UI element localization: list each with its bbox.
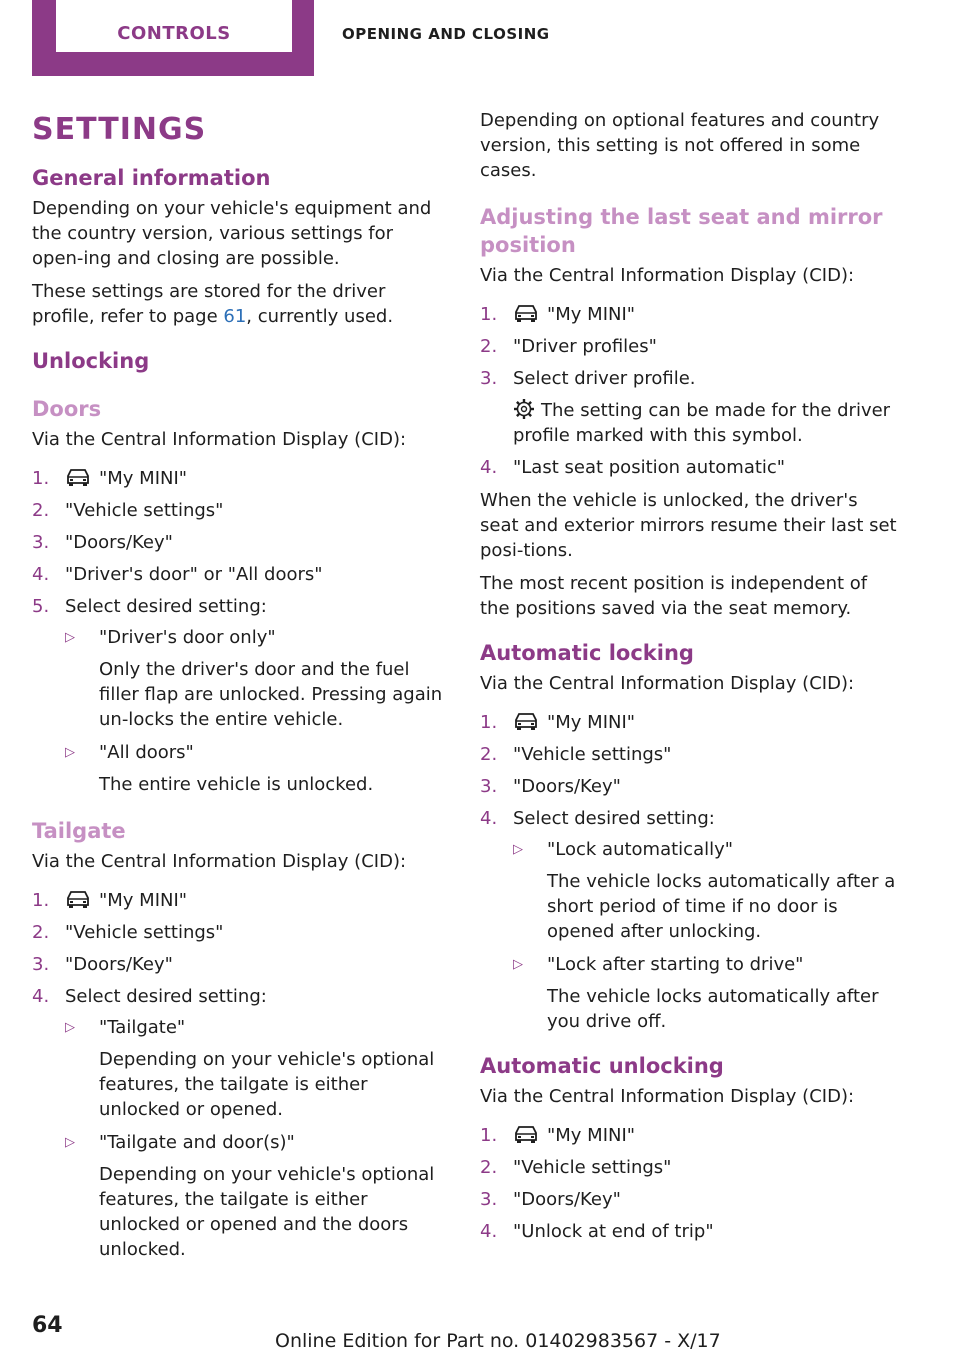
tailgate-options xyxy=(65,1015,447,1262)
list-item: 3. "Doors/Key" xyxy=(480,1189,621,1210)
car-icon xyxy=(513,1125,539,1143)
auto-unlock-heading: Automatic unlocking xyxy=(480,1054,724,1078)
list-item: 4. Select desired setting: ▷ "Lock automatically" The vehicle locks automatically after a short period of time if no door is opened after unlocking. ▷ "Lock after starting to drive" The vehicle locks automatically after you drive off. xyxy=(480,806,900,1034)
profile-note: The setting can be made for the driver profile marked with this symbol. xyxy=(513,400,891,446)
tailgate-intro: Via the Central Information Display (CID): xyxy=(32,851,407,872)
page-number: 64 xyxy=(32,1313,63,1338)
auto-lock-steps xyxy=(480,710,900,1034)
triangle-bullet-icon: ▷ xyxy=(513,842,523,857)
general-info-text: Depending on your vehicle's equipment and the country version, various settings for open‐ing and closing are possible. xyxy=(32,198,432,269)
auto-lock-options xyxy=(513,837,900,1034)
tailgate-steps xyxy=(32,888,447,1262)
auto-unlock-intro: Via the Central Information Display (CID): xyxy=(480,1086,855,1107)
list-item: 3. Select driver profile. The setting can be made for the driver profile marked with this symbol. xyxy=(480,366,900,448)
list-item: 2. "Vehicle settings" xyxy=(32,500,224,521)
list-item: 2. "Vehicle settings" xyxy=(32,922,224,943)
list-item: 5. Select desired setting: ▷ "Driver's door only" Only the driver's door and the fuel filler flap are unlocked. Pressing again un‐locks the entire vehicle. ▷ "All doors" The entire vehicle is unlocked. xyxy=(32,594,447,797)
tab-controls xyxy=(32,0,314,76)
list-item: 4. "Last seat position automatic" xyxy=(480,457,786,478)
car-icon xyxy=(65,468,91,486)
list-item: 1. "My MINI" xyxy=(32,890,188,911)
auto-lock-intro: Via the Central Information Display (CID): xyxy=(480,673,855,694)
triangle-bullet-icon: ▷ xyxy=(65,1135,75,1150)
list-item: 1. "My MINI" xyxy=(480,304,636,325)
list-item: 2. "Driver profiles" xyxy=(480,336,657,357)
right-intro: Depending on optional features and country version, this setting is not offered in some cases. xyxy=(480,110,880,181)
general-info-heading: General information xyxy=(32,166,271,190)
triangle-bullet-icon: ▷ xyxy=(65,630,75,645)
profile-text: These settings are stored for the driver profile, refer to page 61, currently used. xyxy=(32,281,394,327)
triangle-bullet-icon: ▷ xyxy=(513,957,523,972)
list-item: 1. "My MINI" xyxy=(480,1125,636,1146)
list-item: 1. "My MINI" xyxy=(480,712,636,733)
list-item: 1. "My MINI" xyxy=(32,468,188,489)
list-item: 2. "Vehicle settings" xyxy=(480,744,672,765)
page-link[interactable]: 61 xyxy=(223,306,247,327)
doors-options xyxy=(65,625,447,797)
last-seat-text-1: When the vehicle is unlocked, the driver's seat and exterior mirrors resume their last set posi‐tions. xyxy=(480,490,897,561)
car-icon xyxy=(513,712,539,730)
list-item: 3. "Doors/Key" xyxy=(480,776,621,797)
footer-edition: Online Edition for Part no. 01402983567 - X/17 xyxy=(275,1330,721,1352)
triangle-bullet-icon: ▷ xyxy=(65,1020,75,1035)
option-item: ▷ "All doors" The entire vehicle is unlocked. xyxy=(65,742,374,795)
doors-heading: Doors xyxy=(32,397,102,421)
option-item: ▷ "Driver's door only" Only the driver's door and the fuel filler flap are unlocked. Pressing again un‐locks the entire vehicle. xyxy=(65,627,443,730)
gear-icon xyxy=(513,398,535,420)
list-item: 3. "Doors/Key" xyxy=(32,954,173,975)
last-seat-steps xyxy=(480,302,900,480)
option-item: ▷ "Tailgate and door(s)" Depending on your vehicle's optional features, the tailgate is either unlocked or opened and the doors unlocked. xyxy=(65,1132,435,1260)
page-title: SETTINGS xyxy=(32,112,207,147)
doors-intro: Via the Central Information Display (CID): xyxy=(32,429,407,450)
left-column xyxy=(32,108,447,1270)
section-title: OPENING AND CLOSING xyxy=(342,25,550,43)
last-seat-text-2: The most recent position is independent of the positions saved via the seat memory. xyxy=(480,573,868,619)
option-item: ▷ "Lock after starting to drive" The vehicle locks automatically after you drive off. xyxy=(513,954,879,1032)
list-item: 2. "Vehicle settings" xyxy=(480,1157,672,1178)
last-seat-heading: Adjusting the last seat and mirror position xyxy=(480,205,883,257)
tab-controls-label: CONTROLS xyxy=(56,0,292,52)
list-item: 4. "Unlock at end of trip" xyxy=(480,1221,714,1242)
car-icon xyxy=(65,890,91,908)
doors-steps xyxy=(32,466,447,797)
list-item: 3. "Doors/Key" xyxy=(32,532,173,553)
auto-lock-heading: Automatic locking xyxy=(480,641,694,665)
unlocking-heading: Unlocking xyxy=(32,349,150,373)
auto-unlock-steps xyxy=(480,1123,900,1244)
list-item: 4. "Driver's door" or "All doors" xyxy=(32,564,323,585)
tailgate-heading: Tailgate xyxy=(32,819,126,843)
option-item: ▷ "Tailgate" Depending on your vehicle's optional features, the tailgate is either unlocked or opened. xyxy=(65,1017,435,1120)
last-seat-intro: Via the Central Information Display (CID): xyxy=(480,265,855,286)
list-item: 4. Select desired setting: ▷ "Tailgate" Depending on your vehicle's optional features, the tailgate is either unlocked or opened. ▷ "Tailgate and door(s)" Depending on your vehicle's optional features, the tailgate is either unlocked or opened and the doors unlocked. xyxy=(32,984,447,1262)
option-item: ▷ "Lock automatically" The vehicle locks automatically after a short period of time if no door is opened after unlocking. xyxy=(513,839,896,942)
car-icon xyxy=(513,304,539,322)
right-column xyxy=(480,108,900,1252)
triangle-bullet-icon: ▷ xyxy=(65,745,75,760)
